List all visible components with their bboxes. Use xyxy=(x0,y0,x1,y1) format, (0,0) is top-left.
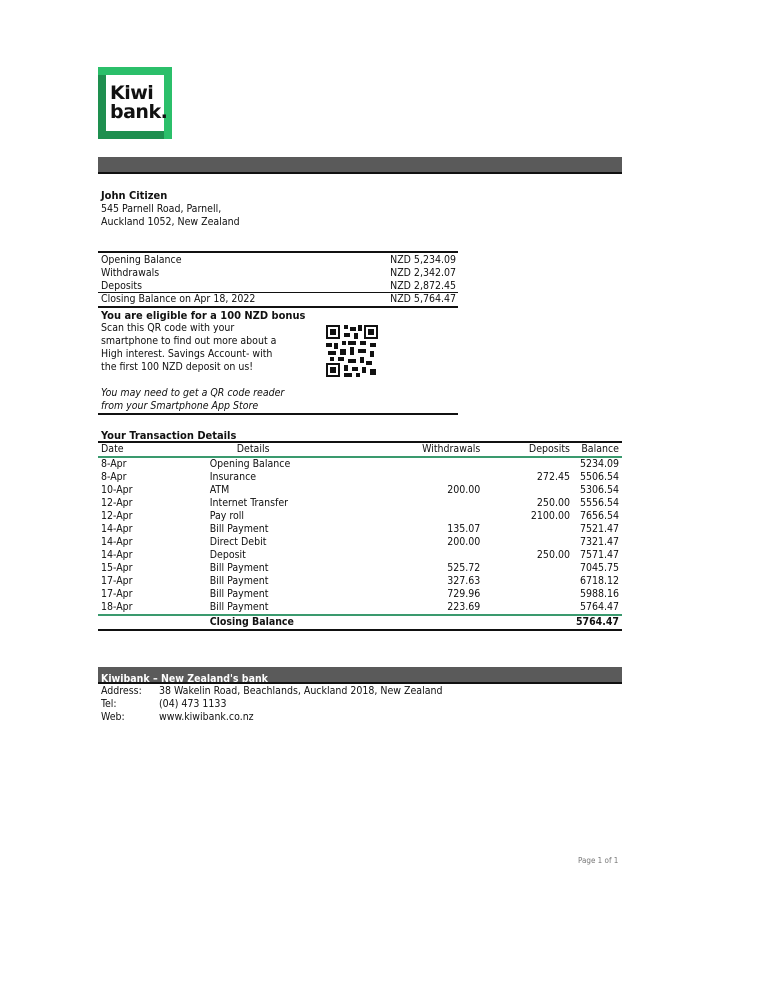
summary-label-opening: Opening Balance xyxy=(101,254,182,266)
table-row xyxy=(98,562,622,575)
cell-withdrawal xyxy=(390,497,483,510)
cell-details: Bill Payment xyxy=(209,588,269,600)
table-row xyxy=(98,484,622,497)
promo-line: High interest. Savings Account- with xyxy=(101,348,273,360)
page-number: Page 1 of 1 xyxy=(578,856,619,865)
logo-text-line2: bank. xyxy=(110,101,168,123)
promo-bottom-rule xyxy=(98,413,458,415)
column-header-balance: Balance xyxy=(573,443,622,457)
table-row xyxy=(98,523,622,536)
cell-details: Direct Debit xyxy=(209,536,267,548)
cell-date: 14-Apr xyxy=(101,536,133,548)
cell-deposit xyxy=(483,484,573,497)
customer-address-line1: 545 Parnell Road, Parnell, xyxy=(101,203,222,215)
cell-date: 8-Apr xyxy=(101,458,127,470)
cell-deposit xyxy=(483,562,573,575)
cell-withdrawal: 135.07 xyxy=(447,523,481,535)
promo-title: You are eligible for a 100 NZD bonus xyxy=(101,309,306,322)
cell-balance: 7571.47 xyxy=(579,549,619,561)
cell-withdrawal: 525.72 xyxy=(447,562,481,574)
table-row xyxy=(98,471,622,484)
cell-balance: 5306.54 xyxy=(579,484,619,496)
summary-value-deposits: NZD 2,872.45 xyxy=(390,280,456,292)
bank-phone[interactable]: (04) 473 1133 xyxy=(159,698,227,710)
cell-empty xyxy=(98,615,207,630)
cell-withdrawal xyxy=(390,471,483,484)
cell-details: Bill Payment xyxy=(209,575,269,587)
cell-withdrawal: 729.96 xyxy=(447,588,481,600)
bank-website-link[interactable]: www.kiwibank.co.nz xyxy=(159,711,254,723)
cell-details: Opening Balance xyxy=(209,458,291,470)
cell-details: Internet Transfer xyxy=(209,497,289,509)
cell-date: 12-Apr xyxy=(101,497,133,509)
cell-balance: 5234.09 xyxy=(579,458,619,470)
cell-details: Bill Payment xyxy=(207,601,391,615)
closing-balance-row xyxy=(98,615,622,630)
cell-balance: 7045.75 xyxy=(579,562,619,574)
cell-withdrawal xyxy=(390,457,483,471)
cell-balance: 7656.54 xyxy=(579,510,619,522)
cell-withdrawal: 327.63 xyxy=(447,575,481,587)
cell-deposit xyxy=(483,588,573,601)
cell-date: 12-Apr xyxy=(101,510,133,522)
cell-details: Bill Payment xyxy=(209,523,269,535)
table-row xyxy=(98,575,622,588)
customer-name: John Citizen xyxy=(101,189,168,202)
kiwibank-logo xyxy=(98,67,172,139)
promo-note: You may need to get a QR code reader xyxy=(101,387,285,399)
table-row xyxy=(98,549,622,562)
address-label: Address: xyxy=(101,685,142,697)
column-header-date: Date xyxy=(98,443,207,457)
table-row xyxy=(98,497,622,510)
logo-shade-left xyxy=(98,75,106,139)
cell-deposit xyxy=(483,536,573,549)
cell-balance: 5988.16 xyxy=(579,588,619,600)
cell-deposit xyxy=(483,523,573,536)
cell-empty xyxy=(483,615,573,630)
table-header-row xyxy=(98,443,622,457)
cell-deposit xyxy=(483,575,573,588)
cell-empty xyxy=(390,615,483,630)
cell-balance: 5764.47 xyxy=(573,601,622,615)
header-bar xyxy=(98,157,622,174)
table-row xyxy=(98,510,622,523)
cell-withdrawal: 200.00 xyxy=(447,484,481,496)
cell-balance: 5506.54 xyxy=(579,471,619,483)
logo-inner xyxy=(106,75,168,131)
cell-withdrawal xyxy=(390,549,483,562)
column-header-details: Details xyxy=(207,443,391,457)
cell-balance: 6718.12 xyxy=(579,575,619,587)
transactions-table xyxy=(98,443,622,631)
cell-details: Deposit xyxy=(209,549,246,561)
closing-balance-value: 5764.47 xyxy=(573,615,622,630)
cell-date: 8-Apr xyxy=(101,471,127,483)
summary-bottom-rule xyxy=(98,306,458,308)
promo-line: smartphone to find out more about a xyxy=(101,335,277,347)
cell-date: 10-Apr xyxy=(101,484,133,496)
cell-withdrawal: 223.69 xyxy=(390,601,483,615)
cell-date: 17-Apr xyxy=(101,588,133,600)
promo-note: from your Smartphone App Store xyxy=(101,400,259,412)
cell-date: 17-Apr xyxy=(101,575,133,587)
cell-date: 18-Apr xyxy=(98,601,207,615)
bank-info-bar xyxy=(98,667,622,684)
transactions-title: Your Transaction Details xyxy=(101,429,237,442)
summary-label-closing: Closing Balance on Apr 18, 2022 xyxy=(101,293,256,305)
cell-deposit: 250.00 xyxy=(536,497,570,509)
cell-details: Insurance xyxy=(209,471,257,483)
web-label: Web: xyxy=(101,711,125,723)
table-row xyxy=(98,601,622,615)
tel-label: Tel: xyxy=(101,698,117,710)
customer-address-line2: Auckland 1052, New Zealand xyxy=(101,216,240,228)
qr-code-icon[interactable] xyxy=(326,325,378,377)
closing-balance-label: Closing Balance xyxy=(207,615,391,630)
summary-top-rule xyxy=(98,251,458,253)
cell-balance: 5556.54 xyxy=(579,497,619,509)
summary-value-opening: NZD 5,234.09 xyxy=(390,254,456,266)
cell-details: ATM xyxy=(209,484,230,496)
cell-withdrawal: 200.00 xyxy=(447,536,481,548)
bank-info-title: Kiwibank – New Zealand's bank xyxy=(101,673,268,685)
summary-value-closing: NZD 5,764.47 xyxy=(390,293,456,305)
logo-shade-bottom xyxy=(98,131,164,139)
bank-address: 38 Wakelin Road, Beachlands, Auckland 2018, New Zealand xyxy=(159,685,443,697)
cell-deposit: 250.00 xyxy=(536,549,570,561)
cell-withdrawal xyxy=(390,510,483,523)
logo-text-line1: Kiwi xyxy=(110,82,154,104)
table-row xyxy=(98,536,622,549)
promo-line: the first 100 NZD deposit on us! xyxy=(101,361,254,373)
table-row xyxy=(98,457,622,471)
column-header-deposits: Deposits xyxy=(483,443,573,457)
cell-details: Bill Payment xyxy=(209,562,269,574)
cell-date: 14-Apr xyxy=(101,523,133,535)
cell-balance: 7521.47 xyxy=(579,523,619,535)
summary-label-deposits: Deposits xyxy=(101,280,143,292)
cell-deposit xyxy=(483,601,573,615)
cell-deposit: 272.45 xyxy=(536,471,570,483)
cell-details: Pay roll xyxy=(209,510,245,522)
cell-deposit xyxy=(483,457,573,471)
promo-line: Scan this QR code with your xyxy=(101,322,235,334)
cell-deposit: 2100.00 xyxy=(530,510,570,522)
column-header-withdrawals: Withdrawals xyxy=(390,443,483,457)
cell-balance: 7321.47 xyxy=(579,536,619,548)
cell-date: 15-Apr xyxy=(101,562,133,574)
summary-value-withdrawals: NZD 2,342.07 xyxy=(390,267,456,279)
cell-date: 14-Apr xyxy=(101,549,133,561)
table-row xyxy=(98,588,622,601)
summary-label-withdrawals: Withdrawals xyxy=(101,267,160,279)
